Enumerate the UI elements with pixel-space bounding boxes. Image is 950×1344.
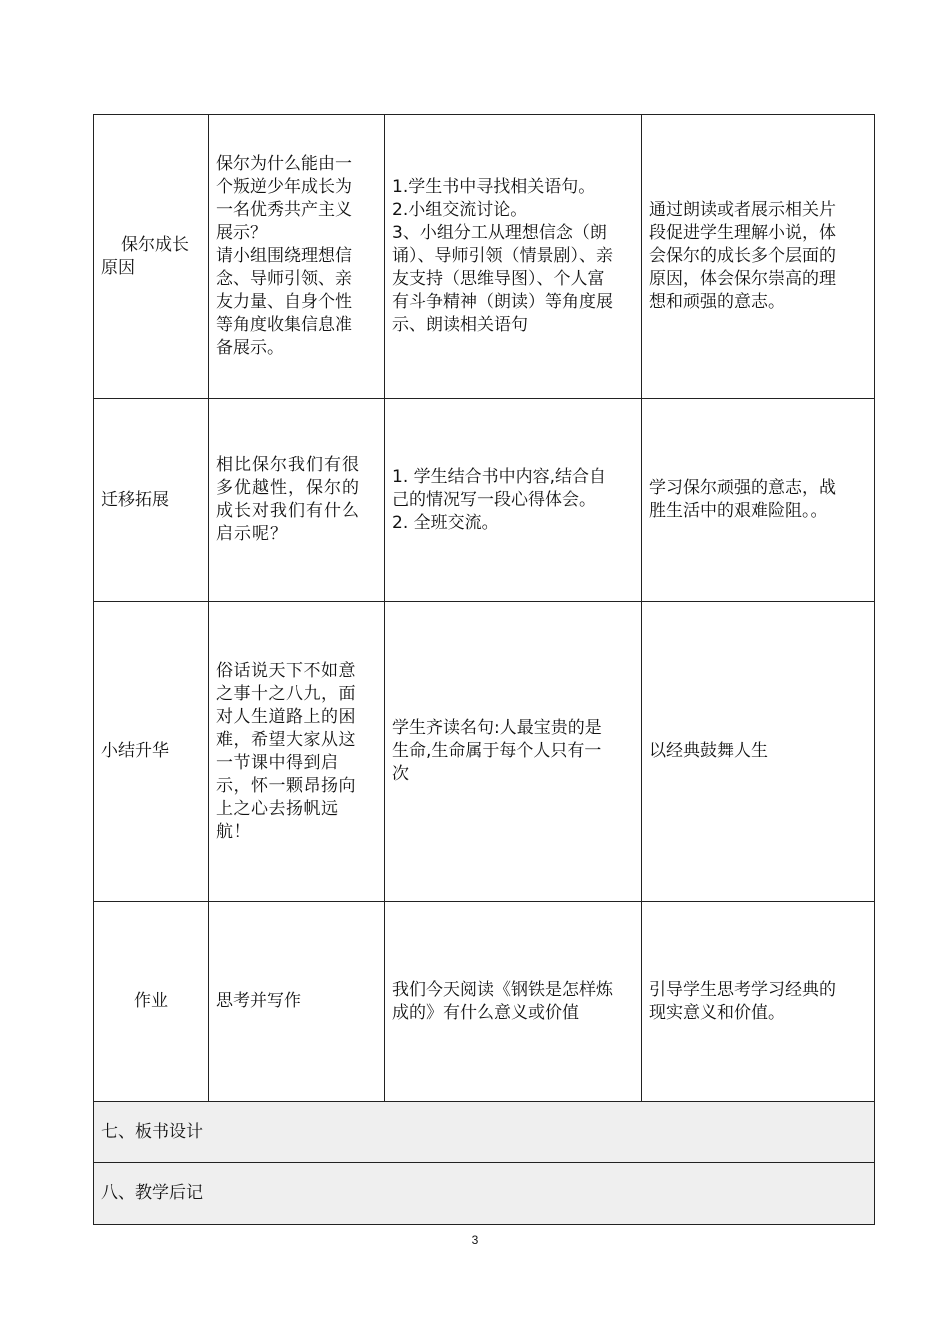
postscript-heading: 八、教学后记 bbox=[94, 1163, 875, 1225]
cell-line: 想和顽强的意志。 bbox=[649, 292, 785, 312]
cell-line: 等角度收集信息准 bbox=[216, 315, 352, 335]
stage-cell bbox=[94, 115, 209, 399]
cell-line: 个叛逆少年成长为 bbox=[216, 177, 352, 197]
cell-line: 我们今天阅读《钢铁是怎样炼 bbox=[392, 979, 613, 1000]
cell-line: 请小组围绕理想信 bbox=[216, 246, 352, 266]
student-activity-cell bbox=[385, 399, 642, 602]
cell-line: 有斗争精神（朗读）等角度展 bbox=[392, 292, 613, 312]
stage-label: 作业 bbox=[134, 991, 168, 1011]
teacher-activity-cell bbox=[209, 115, 385, 399]
teacher-activity-cell bbox=[209, 602, 385, 902]
cell-line: 学习保尔顽强的意志，战 bbox=[649, 478, 836, 498]
cell-line: 段促进学生理解小说，体 bbox=[649, 223, 836, 243]
student-activity-cell bbox=[385, 115, 642, 399]
cell-line: 一名优秀共产主义 bbox=[216, 200, 352, 220]
stage-label-line: 原因 bbox=[101, 257, 135, 278]
page-number: 3 bbox=[471, 1233, 479, 1247]
stage-label: 迁移拓展 bbox=[101, 489, 169, 510]
design-intent-cell bbox=[642, 602, 875, 902]
cell-line: 诵）、导师引领（情景剧）、亲 bbox=[392, 246, 613, 266]
cell-line: 念、导师引领、亲 bbox=[216, 269, 352, 289]
cell-line: 备展示。 bbox=[216, 338, 284, 358]
cell-line: 学生齐读名句:人最宝贵的是 bbox=[392, 718, 602, 738]
cell-line: 示，怀一颗昂扬向 bbox=[216, 775, 356, 796]
stage-label: 小结升华 bbox=[101, 741, 169, 761]
table-row bbox=[94, 1102, 875, 1163]
table-row bbox=[94, 115, 875, 399]
cell-line: 成的》有什么意义或价值 bbox=[392, 1002, 579, 1023]
cell-line: 对人生道路上的困 bbox=[216, 706, 356, 727]
design-intent-cell bbox=[642, 399, 875, 602]
cell-line: 俗话说天下不如意 bbox=[216, 660, 356, 681]
lesson-plan-table bbox=[93, 114, 875, 1225]
cell-line: 2.小组交流讨论。 bbox=[392, 200, 528, 220]
table-row bbox=[94, 902, 875, 1102]
cell-line: 展示？ bbox=[216, 223, 267, 243]
cell-line: 航！ bbox=[216, 821, 251, 842]
cell-line: 原因，体会保尔崇高的理 bbox=[649, 269, 836, 289]
cell-line: 生命,生命属于每个人只有一 bbox=[392, 741, 602, 761]
cell-line: 思考并写作 bbox=[216, 991, 301, 1011]
cell-line: 胜生活中的艰难险阻。。 bbox=[649, 501, 828, 521]
cell-line: 相比保尔我们有很 bbox=[216, 455, 360, 475]
board-design-heading: 七、板书设计 bbox=[94, 1102, 875, 1163]
table-row bbox=[94, 399, 875, 602]
stage-cell bbox=[94, 602, 209, 902]
cell-line: 3、小组分工从理想信念（朗 bbox=[392, 223, 607, 243]
student-activity-cell bbox=[385, 902, 642, 1102]
cell-line: 多优越性，保尔的 bbox=[216, 478, 360, 498]
design-intent-cell bbox=[642, 115, 875, 399]
cell-line: 2. 全班交流。 bbox=[392, 512, 499, 533]
cell-line: 难，希望大家从这 bbox=[216, 729, 356, 750]
student-activity-cell bbox=[385, 602, 642, 902]
cell-line: 1.学生书中寻找相关语句。 bbox=[392, 177, 596, 197]
stage-label-line: 保尔成长 bbox=[121, 234, 189, 255]
cell-line: 示、朗读相关语句 bbox=[392, 315, 528, 335]
cell-line: 启示呢？ bbox=[216, 524, 288, 544]
cell-line: 现实意义和价值。 bbox=[649, 1002, 785, 1023]
cell-line: 友力量、自身个性 bbox=[216, 292, 352, 312]
cell-line: 以经典鼓舞人生 bbox=[649, 741, 768, 761]
cell-line: 友支持（思维导图）、个人富 bbox=[392, 269, 605, 289]
teacher-activity-cell bbox=[209, 399, 385, 602]
table-row bbox=[94, 1163, 875, 1225]
cell-line: 引导学生思考学习经典的 bbox=[649, 979, 836, 1000]
cell-line: 成长对我们有什么 bbox=[216, 501, 360, 521]
cell-line: 1. 学生结合书中内容,结合自 bbox=[392, 466, 607, 487]
stage-cell bbox=[94, 902, 209, 1102]
cell-line: 会保尔的成长多个层面的 bbox=[649, 246, 836, 266]
cell-line: 次 bbox=[392, 764, 409, 784]
design-intent-cell bbox=[642, 902, 875, 1102]
cell-line: 己的情况写一段心得体会。 bbox=[392, 489, 596, 510]
cell-line: 通过朗读或者展示相关片 bbox=[649, 200, 836, 220]
cell-line: 上之心去扬帆远 bbox=[216, 798, 339, 819]
teacher-activity-cell bbox=[209, 902, 385, 1102]
cell-line: 一节课中得到启 bbox=[216, 752, 339, 773]
stage-cell bbox=[94, 399, 209, 602]
cell-line: 之事十之八九，面 bbox=[216, 683, 356, 704]
cell-line: 保尔为什么能由一 bbox=[216, 154, 352, 174]
table-row bbox=[94, 602, 875, 902]
